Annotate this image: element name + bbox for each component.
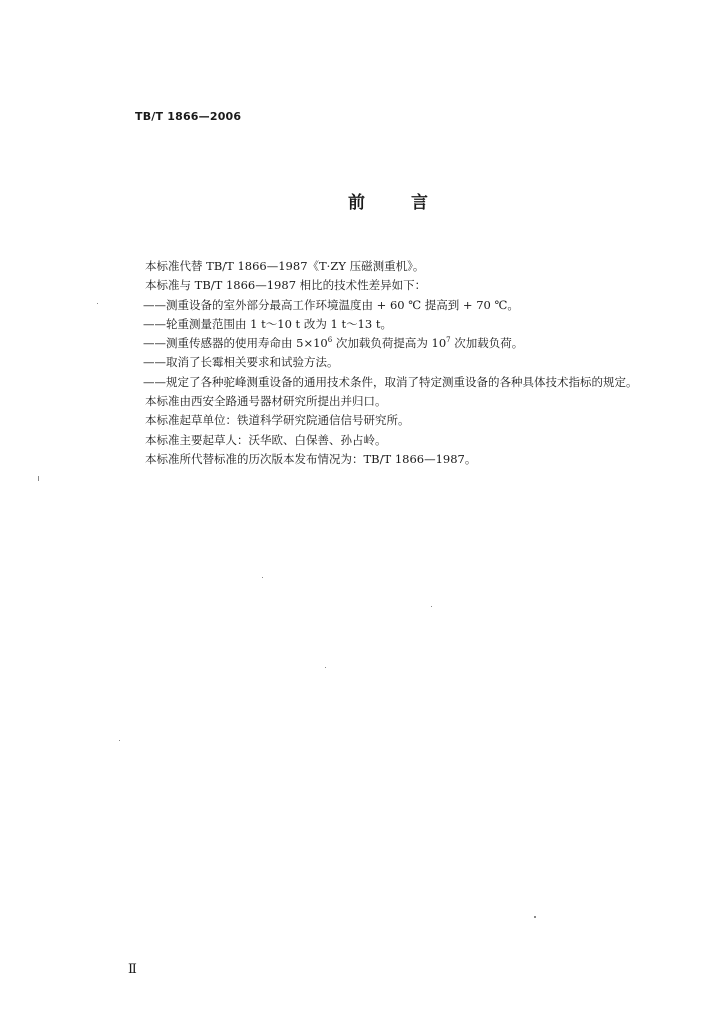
body-line-temperature: ——测重设备的室外部分最高工作环境温度由 + 60 ℃ 提高到 + 70 ℃。 [143,297,519,312]
page-number: Ⅱ [128,962,137,977]
body-line-sensor-life [143,334,705,353]
body-line-mold-removed: ——取消了长霉相关要求和试验方法。 [143,355,339,370]
body-line-version-history: 本标准所代替标准的历次版本发布情况为：TB/T 1866—1987。 [145,451,477,466]
body-line-drafting-unit: 本标准起草单位：铁道科学研究院通信信号研究所。 [145,413,410,428]
sensor-life-exponent-2: 7 [446,336,451,345]
body-line-general-conditions: ——规定了各种驼峰测重设备的通用技术条件，取消了特定测重设备的各种具体技术指标的规定。 [143,374,638,389]
body-line-replaces: 本标准代替 TB/T 1866—1987《T·ZY 压磁测重机》。 [145,259,425,273]
section-title-foreword [0,188,724,213]
sensor-life-text-c: 次加载负荷。 [450,336,524,351]
scan-speck [534,916,536,918]
scan-speck [119,740,120,741]
scan-speck [325,667,326,668]
body-line-differences-intro: 本标准与 TB/T 1866—1987 相比的技术性差异如下： [145,278,427,293]
sensor-life-exponent-1: 6 [327,336,333,345]
title-char-2: 言 [411,193,428,213]
scan-speck [38,476,39,481]
body-line-drafters: 本标准主要起草人：沃华欧、白保善、孙占岭。 [145,432,387,447]
sensor-life-text-b: 次加载负荷提高为 10 [332,336,447,351]
body-line-proposer: 本标准由西安全路通号器材研究所提出并归口。 [145,394,387,409]
scan-speck [262,577,263,578]
scan-speck [431,606,432,607]
foreword-body [145,257,705,469]
scan-speck [97,303,98,304]
sensor-life-text-a: ——测重传感器的使用寿命由 5×10 [143,336,328,351]
standard-code-header: TB/T 1866—2006 [135,110,242,123]
title-char-1: 前 [348,193,365,213]
body-line-measurement-range: ——轮重测量范围由 1 t～10 t 改为 1 t～13 t。 [143,316,392,331]
